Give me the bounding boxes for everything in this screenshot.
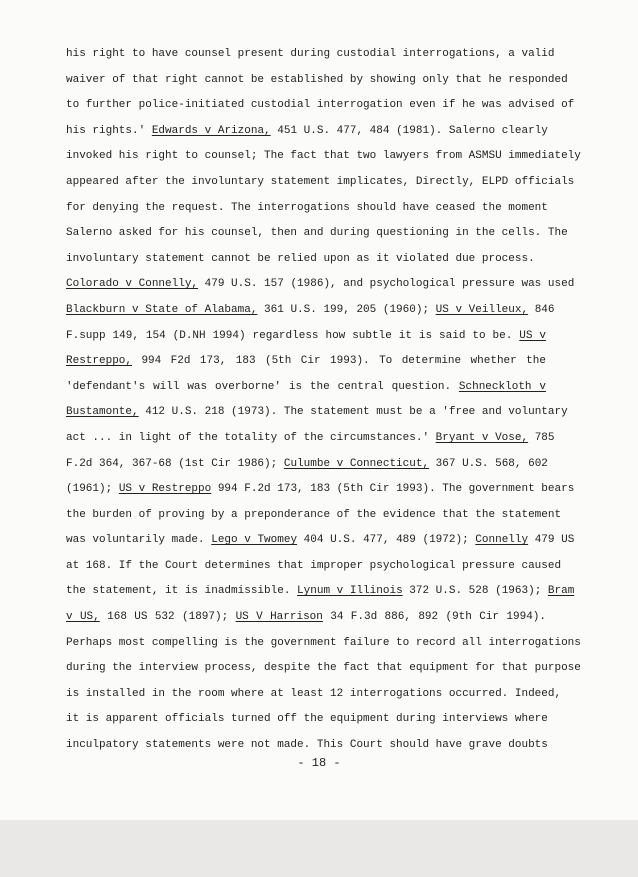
case-citation: Bram [547, 585, 575, 598]
text-segment: 994 F.2d 173, 183 (5th Cir 1993). The government bears [211, 483, 575, 496]
text-line [66, 452, 546, 478]
text-line [66, 170, 575, 196]
text-segment: was voluntarily made. [66, 534, 212, 547]
case-citation: Schneckloth v [458, 380, 546, 393]
text-segment: 846 [528, 303, 555, 316]
text-segment: involuntary statement cannot be relied upon as it violated due process. [66, 252, 535, 265]
text-line [66, 503, 562, 529]
text-segment: to further police-initiated custodial interrogation even if he was advised of [66, 99, 575, 112]
case-citation: US v Veilleux, [435, 303, 529, 316]
text-segment: appeared after the involuntary statement implicates, Directly, ELPD officials [66, 175, 575, 188]
case-citation: Bryant v Vose, [435, 431, 529, 444]
text-segment: at 168. If the Court determines that improper psychological pressure caused [66, 559, 562, 572]
text-line [66, 528, 575, 554]
text-line [66, 221, 568, 247]
text-segment: is installed in the room where at least 12 interrogations occurred. Indeed, [66, 687, 562, 700]
case-citation: US V Harrison [235, 611, 323, 624]
text-line [66, 733, 546, 759]
text-line [66, 247, 546, 273]
case-citation: Lego v Twomey [211, 534, 298, 547]
text-line [66, 298, 555, 324]
page-number: - 18 - [297, 756, 341, 770]
case-citation: Connelly [475, 534, 529, 547]
text-line [66, 554, 562, 580]
text-segment: 479 US [528, 534, 575, 547]
case-citation: Colorado v Connelly, [66, 278, 199, 291]
text-line [66, 349, 546, 375]
text-line [66, 272, 575, 298]
text-segment: his right to have counsel present during custodial interrogations, a valid [66, 48, 555, 60]
text-line [66, 68, 568, 94]
text-segment: Salerno asked for his counsel, then and during questioning in the cells. The [66, 227, 568, 240]
text-segment: the burden of proving by a preponderance of the evidence that the statement [66, 508, 562, 521]
text-segment: (1961); [66, 483, 119, 496]
text-segment: 361 U.S. 199, 205 (1960); [257, 303, 436, 316]
text-line [66, 682, 562, 708]
text-segment: 34 F.3d 886, 892 (9th Cir 1994). [322, 611, 546, 624]
text-segment: 785 [528, 431, 555, 444]
text-line [66, 426, 555, 452]
text-segment: 168 US 532 (1897); [99, 611, 236, 624]
text-segment: invoked his right to counsel; The fact that two lawyers from ASMSU immediately [66, 150, 581, 163]
text-line [66, 477, 575, 503]
text-line [66, 605, 546, 631]
case-citation: v US, [66, 611, 100, 624]
text-line [66, 707, 546, 733]
text-segment: it is apparent officials turned off the equipment during interviews where [66, 713, 548, 726]
text-segment: the statement, it is inadmissible. [66, 585, 298, 598]
text-segment: 372 U.S. 528 (1963); [402, 585, 548, 598]
text-line [66, 93, 575, 119]
scan-bottom-margin [0, 820, 638, 877]
text-line [66, 144, 581, 170]
text-segment: for denying the request. The interrogations should have ceased the moment [66, 201, 548, 214]
case-citation: Edwards v Arizona, [151, 124, 271, 137]
text-line [66, 400, 568, 426]
text-segment: his rights.' [66, 124, 152, 137]
case-citation: Culumbe v Connecticut, [283, 457, 430, 470]
text-line [66, 656, 581, 682]
case-citation: Lynum v Illinois [297, 585, 403, 598]
case-citation: Bustamonte, [66, 406, 139, 419]
case-citation: Blackburn v State of Alabama, [66, 303, 258, 316]
text-line [66, 119, 546, 145]
text-segment: 451 U.S. 477, 484 (1981). Salerno clearly [270, 124, 548, 137]
body-text [66, 42, 581, 759]
text-segment: 412 U.S. 218 (1973). The statement must be a 'free and voluntary [138, 406, 568, 419]
text-segment: F.2d 364, 367-68 (1st Cir 1986); [66, 457, 284, 470]
text-line [66, 324, 546, 350]
text-segment: F.supp 149, 154 (D.NH 1994) regardless how subtle it is said to be. [66, 329, 520, 342]
text-line [66, 196, 546, 222]
case-citation: Restreppo, [66, 355, 133, 368]
text-segment: 479 U.S. 157 (1986), and psychological pressure was used [198, 278, 575, 291]
text-line [66, 631, 581, 657]
text-segment: Perhaps most compelling is the government failure to record all interrogations [66, 636, 581, 649]
text-segment: 367 U.S. 568, 602 [429, 457, 548, 470]
text-line [66, 579, 575, 605]
text-line [66, 375, 546, 401]
text-segment: 994 F2d 173, 183 (5th Cir 1993). To determine whether the [132, 355, 546, 368]
text-segment: 'defendant's will was overborne' is the central question. [66, 380, 459, 393]
text-segment: inculpatory statements were not made. This Court should have grave doubts [66, 739, 548, 752]
case-citation: US v [519, 329, 547, 342]
text-segment: 404 U.S. 477, 489 (1972); [297, 534, 476, 547]
case-citation: US v Restreppo [118, 483, 212, 496]
text-segment: during the interview process, despite the fact that equipment for that purpose [66, 662, 581, 675]
text-segment: waiver of that right cannot be established by showing only that he responded [66, 73, 568, 86]
text-line [66, 42, 555, 68]
text-segment: act ... in light of the totality of the circumstances.' [66, 431, 436, 444]
